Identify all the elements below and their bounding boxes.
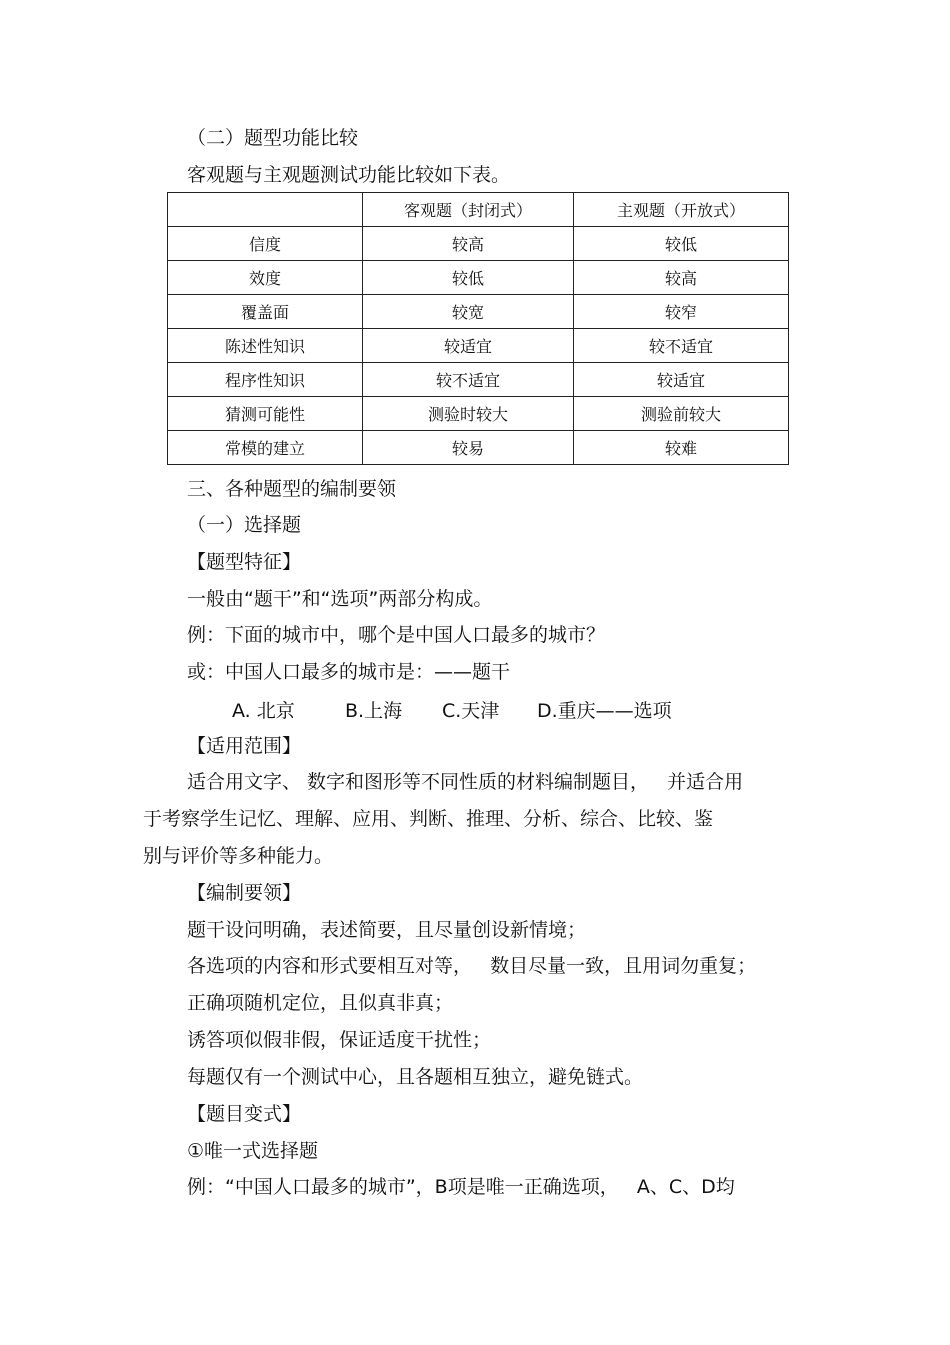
table-row — [168, 295, 789, 329]
feature-title: 【题型特征】 — [187, 551, 302, 573]
section3-heading: 三、各种题型的编制要领 — [187, 478, 397, 500]
table-cell: 较高 — [363, 227, 574, 261]
example-options — [232, 699, 672, 723]
table-row — [168, 227, 789, 261]
table-cell: 程序性知识 — [168, 363, 363, 397]
table-cell: 陈述性知识 — [168, 329, 363, 363]
table-row — [168, 397, 789, 431]
table-cell: 较宽 — [363, 295, 574, 329]
scope-title: 【适用范围】 — [187, 735, 302, 757]
table-cell: 信度 — [168, 227, 363, 261]
rule-item: 题干设问明确，表述简要，且尽量创设新情境； — [187, 919, 587, 941]
section2-heading: （二）题型功能比较 — [187, 127, 359, 149]
table-cell: 较窄 — [574, 295, 789, 329]
table-header-cell: 客观题（封闭式） — [363, 193, 574, 227]
table-row — [168, 431, 789, 465]
subsection-choice-heading: （一）选择题 — [187, 514, 302, 536]
table-cell: 猜测可能性 — [168, 397, 363, 431]
table-header-row — [168, 193, 789, 227]
table-cell: 较不适宜 — [574, 329, 789, 363]
rule-item: 正确项随机定位，且似真非真； — [187, 992, 454, 1014]
section2-intro: 客观题与主观题测试功能比较如下表。 — [187, 164, 511, 186]
rule-item: 诱答项似假非假，保证适度干扰性； — [187, 1029, 492, 1051]
table-cell: 测验前较大 — [574, 397, 789, 431]
table-row — [168, 329, 789, 363]
option-a: A. 北京 — [232, 700, 295, 722]
table-cell: 较高 — [574, 261, 789, 295]
table-cell: 效度 — [168, 261, 363, 295]
comparison-table — [167, 192, 789, 465]
table-cell: 较适宜 — [363, 329, 574, 363]
rules-title: 【编制要领】 — [187, 882, 302, 904]
table-header-cell — [168, 193, 363, 227]
option-b: B.上海 — [345, 700, 403, 722]
variant-1-example: 例：“中国人口最多的城市”，B项是唯一正确选项， A、C、D均 — [187, 1176, 735, 1198]
scope-line-3: 别与评价等多种能力。 — [143, 845, 334, 867]
table-cell: 较难 — [574, 431, 789, 465]
option-d: D.重庆——选项 — [537, 700, 672, 722]
table-cell: 较不适宜 — [363, 363, 574, 397]
example-question: 例：下面的城市中，哪个是中国人口最多的城市？ — [187, 624, 606, 646]
option-c: C.天津 — [442, 700, 500, 722]
table-header-cell: 主观题（开放式） — [574, 193, 789, 227]
scope-line-2: 于考察学生记忆、理解、应用、判断、推理、分析、综合、比较、鉴 — [143, 808, 714, 830]
table-cell: 较易 — [363, 431, 574, 465]
example-stem: 或：中国人口最多的城市是：——题干 — [187, 661, 511, 683]
table-cell: 较低 — [574, 227, 789, 261]
rule-item: 每题仅有一个测试中心，且各题相互独立，避免链式。 — [187, 1066, 644, 1088]
table-row — [168, 363, 789, 397]
table-cell: 覆盖面 — [168, 295, 363, 329]
rule-item: 各选项的内容和形式要相互对等， 数目尽量一致，且用词勿重复； — [187, 955, 757, 977]
table-cell: 较低 — [363, 261, 574, 295]
table-cell: 常模的建立 — [168, 431, 363, 465]
table-cell: 测验时较大 — [363, 397, 574, 431]
variant-1-title: ①唯一式选择题 — [187, 1140, 319, 1162]
variants-title: 【题目变式】 — [187, 1103, 302, 1125]
feature-text: 一般由“题干”和“选项”两部分构成。 — [187, 588, 493, 610]
table-row — [168, 261, 789, 295]
table-cell: 较适宜 — [574, 363, 789, 397]
scope-line-1: 适合用文字、 数字和图形等不同性质的材料编制题目， 并适合用 — [187, 771, 744, 793]
